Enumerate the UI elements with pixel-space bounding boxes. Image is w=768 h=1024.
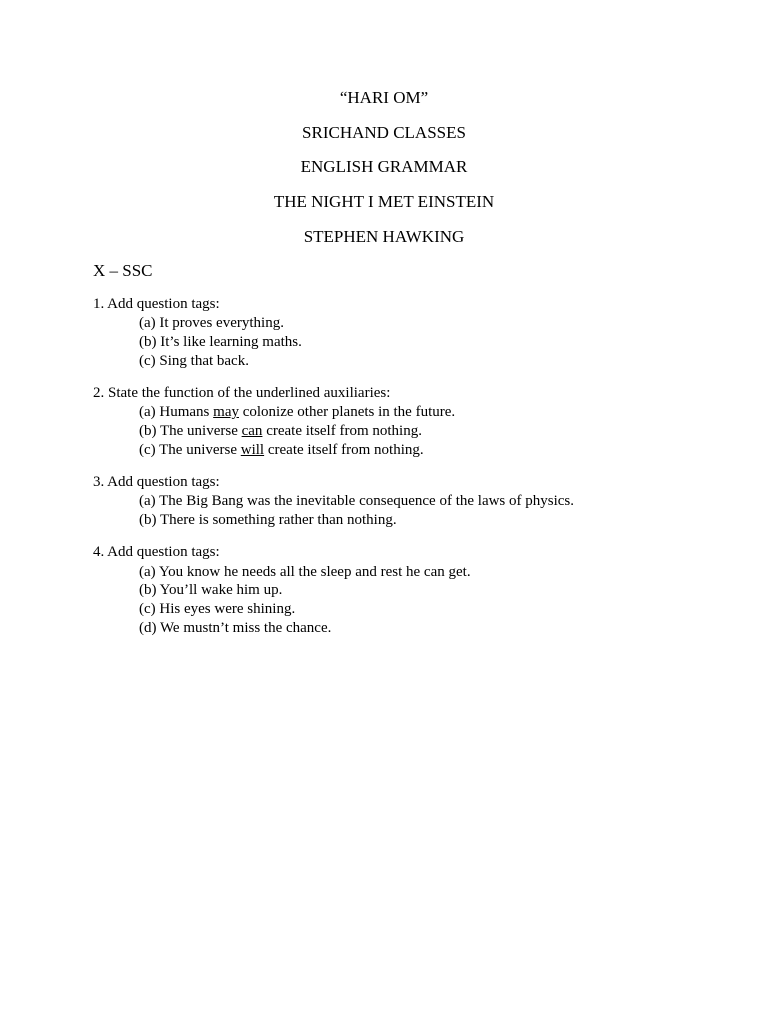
question-1-item-b: (b) It’s like learning maths.: [139, 334, 302, 350]
question-3-item-a: (a) The Big Bang was the inevitable consequence of the laws of physics.: [139, 493, 575, 509]
question-3-title: 3. Add question tags:: [93, 474, 220, 490]
item-text-after: create itself from nothing.: [264, 442, 424, 458]
item-text-before: (b) The universe: [139, 423, 242, 439]
item-text-before: (c) The universe: [139, 442, 241, 458]
question-2-item-a: [139, 403, 455, 422]
underlined-auxiliary: may: [213, 404, 239, 420]
question-4-item-c: (c) His eyes were shining.: [139, 601, 296, 617]
question-1-item-c: (c) Sing that back.: [139, 353, 249, 369]
question-4-title: 4. Add question tags:: [93, 544, 220, 560]
question-2-item-c: [139, 441, 424, 460]
underlined-auxiliary: will: [240, 442, 265, 458]
question-2-title: 2. State the function of the underlined auxiliaries:: [93, 385, 391, 401]
question-4-item-b: (b) You’ll wake him up.: [139, 582, 283, 598]
question-1-item-a: (a) It proves everything.: [139, 315, 284, 331]
item-text-before: (a) Humans: [139, 404, 214, 420]
heading-subject: ENGLISH GRAMMAR: [300, 157, 468, 176]
question-3-item-b: (b) There is something rather than nothing.: [139, 512, 397, 528]
question-1-title: 1. Add question tags:: [93, 296, 220, 312]
question-2-item-b: [139, 422, 422, 441]
heading-institute: SRICHAND CLASSES: [302, 123, 466, 142]
heading-author: STEPHEN HAWKING: [303, 227, 465, 246]
underlined-auxiliary: can: [241, 423, 263, 439]
question-4-item-d: (d) We mustn’t miss the chance.: [139, 620, 332, 636]
question-4-item-a: (a) You know he needs all the sleep and rest he can get.: [139, 564, 471, 580]
class-label: X – SSC: [93, 261, 153, 280]
item-text-after: colonize other planets in the future.: [238, 404, 456, 420]
heading-chapter: THE NIGHT I MET EINSTEIN: [273, 192, 495, 211]
heading-hari-om: “HARI OM”: [339, 88, 429, 107]
item-text-after: create itself from nothing.: [262, 423, 422, 439]
